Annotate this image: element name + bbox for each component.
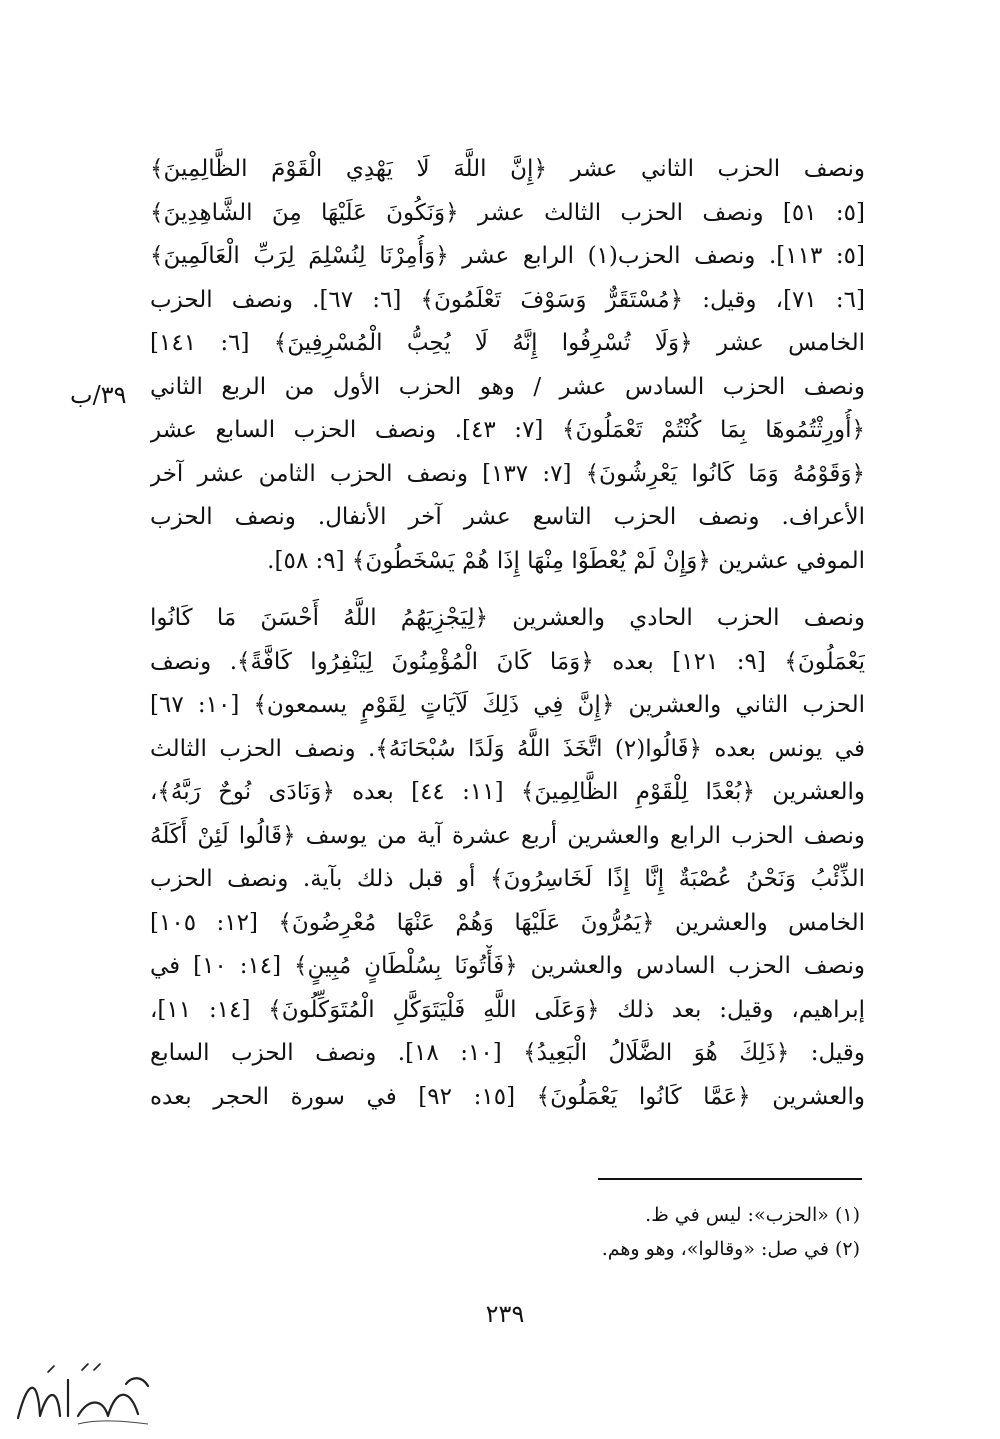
text-line: [٥: ١١٣]. ونصف الحزب(١) الرابع عشر ﴿وَأُمِرْنَا لِنُسْلِمَ لِرَبِّ الْعَالَمِينَ﴾ xyxy=(150,243,865,269)
footnote: (١) «الحزب»: ليس في ظ. xyxy=(645,1204,860,1226)
text-line: والعشرين ﴿بُعْدًا لِلْقَوْمِ الظَّالِمِينَ﴾ [١١: ٤٤] بعده ﴿وَنَادَى نُوحٌ رَبَّهُ﴾، xyxy=(150,779,865,805)
text-line: وقيل: ﴿ذَلِكَ هُوَ الضَّلَالُ الْبَعِيدُ﴾ [١٠: ١٨]. ونصف الحزب السابع xyxy=(150,1040,865,1066)
text-line: ﴿أُورِثْتُمُوهَا بِمَا كُنْتُمْ تَعْمَلُونَ﴾ [٧: ٤٣]. ونصف الحزب السابع عشر xyxy=(150,417,865,443)
text-line: الخامس عشر ﴿وَلَا تُسْرِفُوا إِنَّهُ لَا يُحِبُّ الْمُسْرِفِينَ﴾ [٦: ١٤١] xyxy=(150,330,865,356)
footnotes xyxy=(602,1198,860,1266)
text-line: ونصف الحزب الرابع والعشرين أربع عشرة آية من يوسف ﴿قَالُوا لَئِنْ أَكَلَهُ xyxy=(150,822,865,849)
text-line: الخامس والعشرين ﴿يَمُرُّونَ عَلَيْهَا وَهُمْ عَنْهَا مُعْرِضُونَ﴾ [١٢: ١٠٥] xyxy=(150,909,865,936)
main-text xyxy=(150,148,865,1119)
library-stamp-logo xyxy=(8,1358,158,1430)
text-line: الحزب الثاني والعشرين ﴿إِنَّ فِي ذَلِكَ لَآيَاتٍ لِقَوْمٍ يسمعون﴾ [١٠: ٦٧] xyxy=(150,692,865,718)
text-line: ونصف الحزب السادس والعشرين ﴿فَأْتُونَا بِسُلْطَانٍ مُبِينٍ﴾ [١٤: ١٠] في xyxy=(150,953,865,979)
text-line: إبراهيم، وقيل: بعد ذلك ﴿وَعَلَى اللَّهِ فَلْيَتَوَكَّلِ الْمُتَوَكِّلُونَ﴾ [١٤: ١١]، xyxy=(150,996,865,1023)
text-line: ونصف الحزب السادس عشر / وهو الحزب الأول من الربع الثاني xyxy=(150,373,865,400)
text-line: والعشرين ﴿عَمَّا كَانُوا يَعْمَلُونَ﴾ [١٥: ٩٢] في سورة الحجر بعده xyxy=(150,1083,865,1110)
text-line: الموفي عشرين ﴿وَإِنْ لَمْ يُعْطَوْا مِنْهَا إِذَا هُمْ يَسْخَطُونَ﴾ [٩: ٥٨]. xyxy=(267,547,865,574)
text-line: [٥: ٥١] ونصف الحزب الثالث عشر ﴿وَنَكُونَ عَلَيْهَا مِنَ الشَّاهِدِينَ﴾ xyxy=(150,199,865,226)
footnote-separator xyxy=(598,1178,862,1180)
page-number: ٢٣٩ xyxy=(485,1300,525,1328)
text-line: الأعراف. ونصف الحزب التاسع عشر آخر الأنفال. ونصف الحزب xyxy=(150,504,865,530)
text-line: ﴿وَقَوْمُهُ وَمَا كَانُوا يَعْرِشُونَ﴾ [٧: ١٣٧] ونصف الحزب الثامن عشر آخر xyxy=(150,460,865,487)
paragraph-gap xyxy=(150,583,865,597)
text-line: ونصف الحزب الحادي والعشرين ﴿لِيَجْزِيَهُمُ اللَّهُ أَحْسَنَ مَا كَانُوا xyxy=(150,605,865,631)
footnote: (٢) في صل: «وقالوا»، وهو وهم. xyxy=(601,1238,860,1260)
text-line: ونصف الحزب الثاني عشر ﴿إِنَّ اللَّهَ لَا يَهْدِي الْقَوْمَ الظَّالِمِينَ﴾ xyxy=(150,156,865,182)
text-line: [٦: ٧١]، وقيل: ﴿مُسْتَقَرٌّ وَسَوْفَ تَعْلَمُونَ﴾ [٦: ٦٧]. ونصف الحزب xyxy=(150,286,865,313)
text-line: يَعْمَلُونَ﴾ [٩: ١٢١] بعده ﴿وَمَا كَانَ الْمُؤْمِنُونَ لِيَنْفِرُوا كَافَّةً﴾. ونصف xyxy=(150,648,865,675)
text-line: في يونس بعده ﴿قَالُوا(٢) اتَّخَذَ اللَّهُ وَلَدًا سُبْحَانَهُ﴾. ونصف الحزب الثالث xyxy=(150,735,865,762)
manuscript-folio-marker: ٣٩/ب xyxy=(70,381,127,409)
text-line: الذِّئْبُ وَنَحْنُ عُصْبَةٌ إِنَّا إِذًا لَخَاسِرُونَ﴾ أو قبل ذلك بآية. ونصف الحزب xyxy=(150,866,865,892)
